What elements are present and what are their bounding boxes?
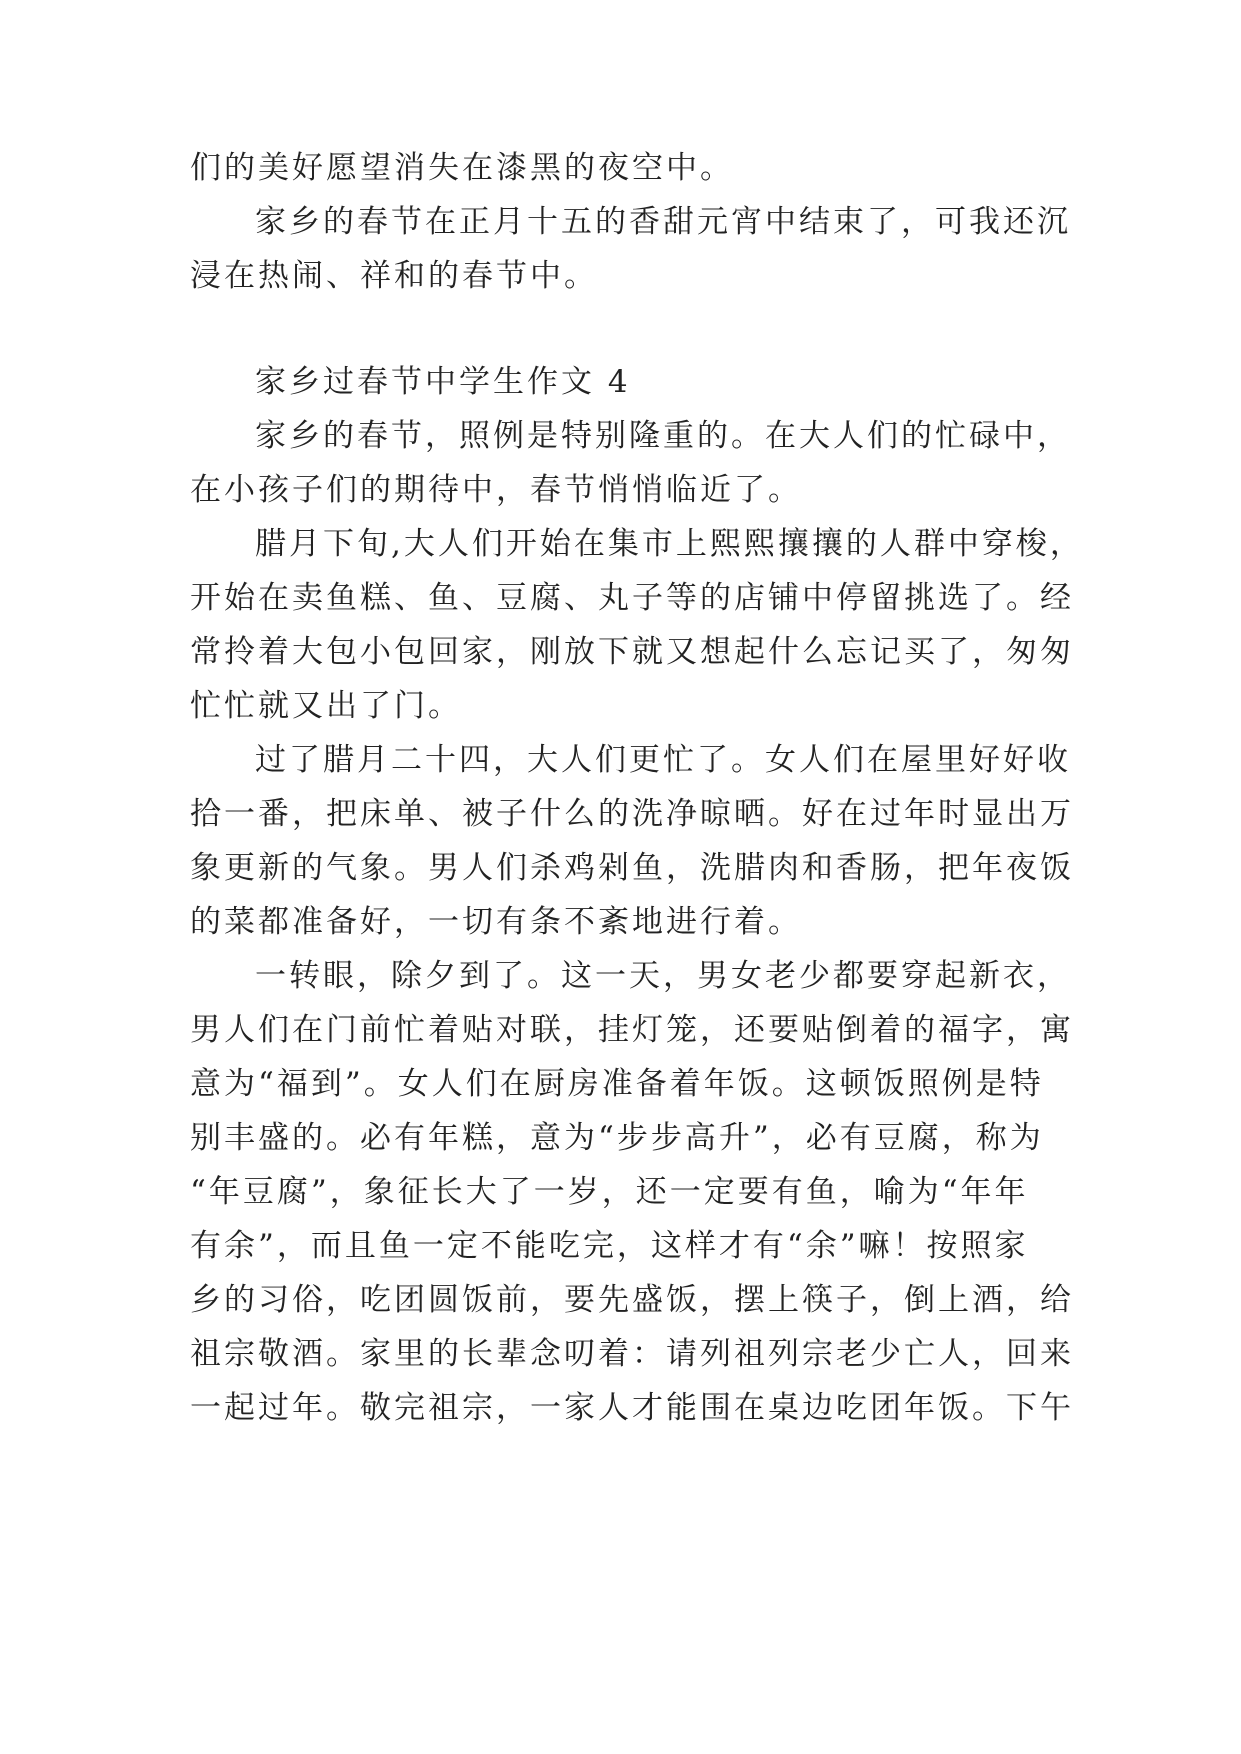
text-line: 常拎着大包小包回家，刚放下就又想起什么忘记买了，匆匆 <box>190 634 1074 670</box>
paragraph-first-line: 腊月下旬,大人们开始在集市上熙熙攘攘的人群中穿梭， <box>255 526 1084 562</box>
text-line: 忙忙就又出了门。 <box>190 688 462 724</box>
text-line: 拾一番，把床单、被子什么的洗净晾晒。好在过年时显出万 <box>190 796 1074 832</box>
paragraph-first-line: 一转眼，除夕到了。这一天，男女老少都要穿起新衣， <box>255 958 1071 994</box>
text-line: 别丰盛的。必有年糕，意为“步步高升”，必有豆腐，称为 <box>190 1120 1044 1156</box>
text-line: 乡的习俗，吃团圆饭前，要先盛饭，摆上筷子，倒上酒，给 <box>190 1282 1074 1318</box>
paragraph-first-line: 家乡的春节，照例是特别隆重的。在大人们的忙碌中， <box>255 418 1071 454</box>
text-line: 象更新的气象。男人们杀鸡剁鱼，洗腊肉和香肠，把年夜饭 <box>190 850 1074 886</box>
text-line: 意为“福到”。女人们在厨房准备着年饭。这顿饭照例是特 <box>190 1066 1044 1102</box>
paragraph-first-line: 家乡的春节在正月十五的香甜元宵中结束了，可我还沉 <box>255 204 1071 240</box>
paragraph-first-line: 过了腊月二十四，大人们更忙了。女人们在屋里好好收 <box>255 742 1071 778</box>
text-line: 祖宗敬酒。家里的长辈念叨着：请列祖列宗老少亡人，回来 <box>190 1336 1074 1372</box>
text-line: 们的美好愿望消失在漆黑的夜空中。 <box>190 150 734 186</box>
text-line: 在小孩子们的期待中，春节悄悄临近了。 <box>190 472 802 508</box>
text-line: “年豆腐”，象征长大了一岁，还一定要有鱼，喻为“年年 <box>190 1174 1029 1210</box>
text-line: 男人们在门前忙着贴对联，挂灯笼，还要贴倒着的福字，寓 <box>190 1012 1074 1048</box>
text-line: 浸在热闹、祥和的春节中。 <box>190 258 598 294</box>
text-line: 有余”，而且鱼一定不能吃完，这样才有“余”嘛！按照家 <box>190 1228 1029 1264</box>
text-line: 一起过年。敬完祖宗，一家人才能围在桌边吃团年饭。下午 <box>190 1390 1074 1426</box>
text-line: 的菜都准备好，一切有条不紊地进行着。 <box>190 904 802 940</box>
text-line: 开始在卖鱼糕、鱼、豆腐、丸子等的店铺中停留挑选了。经 <box>190 580 1074 616</box>
section-heading: 家乡过春节中学生作文 4 <box>255 364 631 400</box>
